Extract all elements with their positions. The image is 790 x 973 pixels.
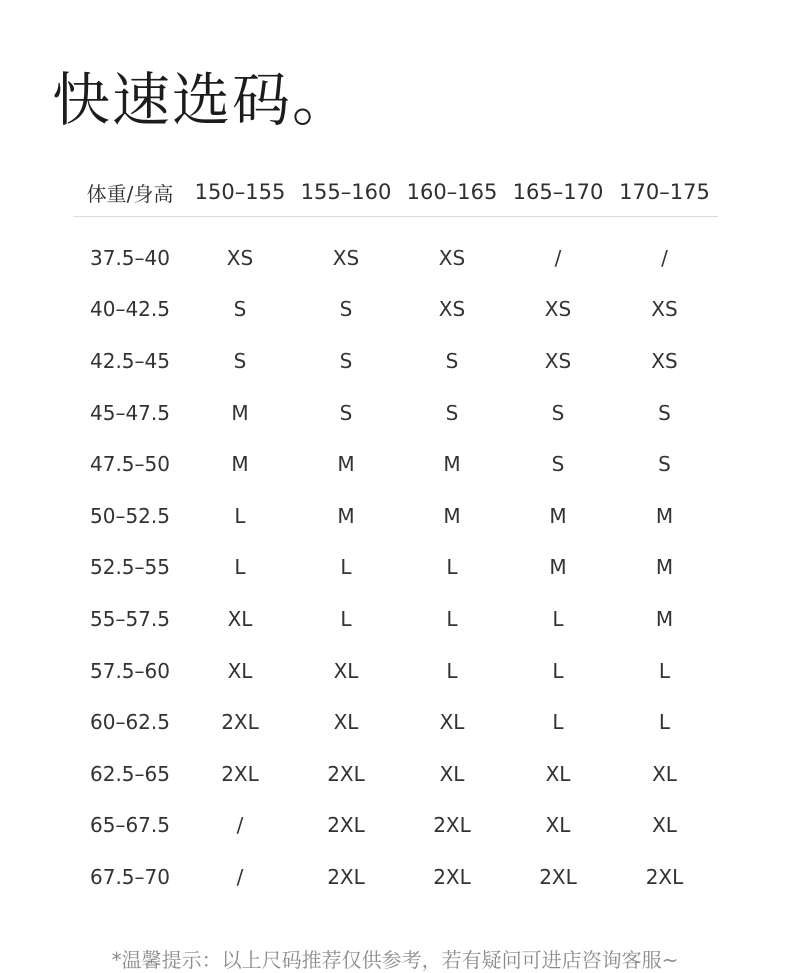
size-cell: XL bbox=[439, 710, 465, 735]
size-cell: L bbox=[552, 658, 564, 683]
table-row bbox=[73, 800, 718, 852]
header-height-cell: 155–160 bbox=[300, 180, 392, 204]
table-row bbox=[73, 438, 718, 490]
size-cell: L bbox=[658, 710, 671, 735]
size-cell: S bbox=[339, 400, 353, 425]
size-cell: S bbox=[339, 297, 353, 322]
size-cell: L bbox=[446, 606, 458, 631]
header-height-cell: 170–175 bbox=[619, 180, 710, 204]
table-row bbox=[73, 542, 718, 594]
weight-cell: 37.5–40 bbox=[90, 245, 170, 270]
table-row bbox=[73, 387, 718, 439]
table-row bbox=[73, 284, 718, 336]
size-cell: S bbox=[339, 348, 353, 373]
size-cell: XL bbox=[439, 761, 465, 786]
size-cell: XL bbox=[545, 761, 571, 786]
size-cell: XS bbox=[438, 297, 466, 322]
size-cell: L bbox=[446, 658, 458, 683]
size-cell: / bbox=[236, 864, 244, 889]
size-cell: L bbox=[658, 658, 671, 683]
size-cell: M bbox=[443, 503, 461, 528]
table-row bbox=[73, 645, 718, 697]
size-cell: M bbox=[655, 555, 674, 580]
weight-cell: 55–57.5 bbox=[90, 606, 170, 631]
table-row bbox=[73, 696, 718, 748]
size-cell: L bbox=[340, 606, 352, 631]
size-cell: S bbox=[551, 452, 565, 477]
size-cell: M bbox=[337, 452, 355, 477]
size-cell: XS bbox=[438, 245, 466, 270]
size-cell: XS bbox=[544, 348, 572, 373]
size-cell: 2XL bbox=[433, 864, 471, 889]
size-cell: S bbox=[658, 452, 671, 477]
weight-cell: 65–67.5 bbox=[90, 813, 170, 838]
page-title: 快速选码。 bbox=[52, 66, 353, 134]
table-row bbox=[73, 593, 718, 645]
size-cell: L bbox=[340, 555, 352, 580]
header-height-cell: 160–165 bbox=[406, 180, 498, 204]
size-cell: XL bbox=[545, 813, 571, 838]
size-cell: M bbox=[443, 452, 461, 477]
footer-note: *温馨提示：以上尺码推荐仅供参考，若有疑问可进店咨询客服~ bbox=[111, 948, 679, 972]
size-cell: L bbox=[234, 555, 246, 580]
size-cell: M bbox=[655, 606, 674, 631]
weight-cell: 57.5–60 bbox=[90, 658, 170, 683]
table-body bbox=[73, 217, 718, 903]
table-row bbox=[73, 335, 718, 387]
size-cell: L bbox=[446, 555, 458, 580]
size-cell: M bbox=[549, 555, 567, 580]
size-cell: M bbox=[337, 503, 355, 528]
size-cell: 2XL bbox=[433, 813, 471, 838]
size-cell: S bbox=[233, 297, 247, 322]
size-cell: XL bbox=[227, 658, 253, 683]
size-cell: M bbox=[231, 452, 249, 477]
table-row bbox=[73, 232, 718, 284]
size-cell: XS bbox=[332, 245, 360, 270]
weight-cell: 62.5–65 bbox=[90, 761, 170, 786]
size-cell: L bbox=[552, 606, 564, 631]
weight-cell: 47.5–50 bbox=[90, 452, 170, 477]
size-cell: 2XL bbox=[327, 864, 365, 889]
size-cell: 2XL bbox=[645, 864, 684, 889]
size-cell: M bbox=[655, 503, 674, 528]
size-cell: / bbox=[554, 245, 562, 270]
table-row bbox=[73, 490, 718, 542]
size-cell: M bbox=[549, 503, 567, 528]
size-cell: XL bbox=[652, 813, 677, 838]
size-cell: M bbox=[231, 400, 249, 425]
size-cell: S bbox=[551, 400, 565, 425]
size-cell: XS bbox=[544, 297, 572, 322]
size-cell: S bbox=[658, 400, 671, 425]
size-chart-table bbox=[73, 168, 718, 903]
size-cell: S bbox=[233, 348, 247, 373]
weight-cell: 60–62.5 bbox=[90, 710, 170, 735]
size-cell: S bbox=[445, 400, 459, 425]
size-cell: XL bbox=[333, 658, 359, 683]
size-cell: XL bbox=[227, 606, 253, 631]
weight-cell: 67.5–70 bbox=[90, 864, 170, 889]
size-cell: / bbox=[236, 813, 244, 838]
weight-cell: 52.5–55 bbox=[90, 555, 170, 580]
weight-cell: 42.5–45 bbox=[90, 348, 170, 373]
size-cell: 2XL bbox=[221, 710, 259, 735]
size-cell: XL bbox=[333, 710, 359, 735]
weight-cell: 45–47.5 bbox=[90, 400, 170, 425]
header-height-cell: 150–155 bbox=[194, 180, 286, 204]
size-cell: 2XL bbox=[327, 813, 365, 838]
size-cell: L bbox=[234, 503, 246, 528]
table-row bbox=[73, 851, 718, 903]
size-cell: XS bbox=[226, 245, 254, 270]
size-cell: 2XL bbox=[539, 864, 577, 889]
weight-cell: 40–42.5 bbox=[90, 297, 170, 322]
header-corner-label: 体重/身高 bbox=[86, 181, 174, 206]
header-height-cell: 165–170 bbox=[512, 180, 604, 204]
weight-cell: 50–52.5 bbox=[90, 503, 170, 528]
size-cell: 2XL bbox=[221, 761, 259, 786]
size-cell: XS bbox=[651, 297, 678, 322]
size-cell: XL bbox=[652, 761, 677, 786]
table-row bbox=[73, 748, 718, 800]
size-cell: S bbox=[445, 348, 459, 373]
table-header-row bbox=[73, 168, 718, 217]
size-cell: / bbox=[661, 245, 668, 270]
size-cell: XS bbox=[651, 348, 678, 373]
size-cell: L bbox=[552, 710, 564, 735]
size-cell: 2XL bbox=[327, 761, 365, 786]
